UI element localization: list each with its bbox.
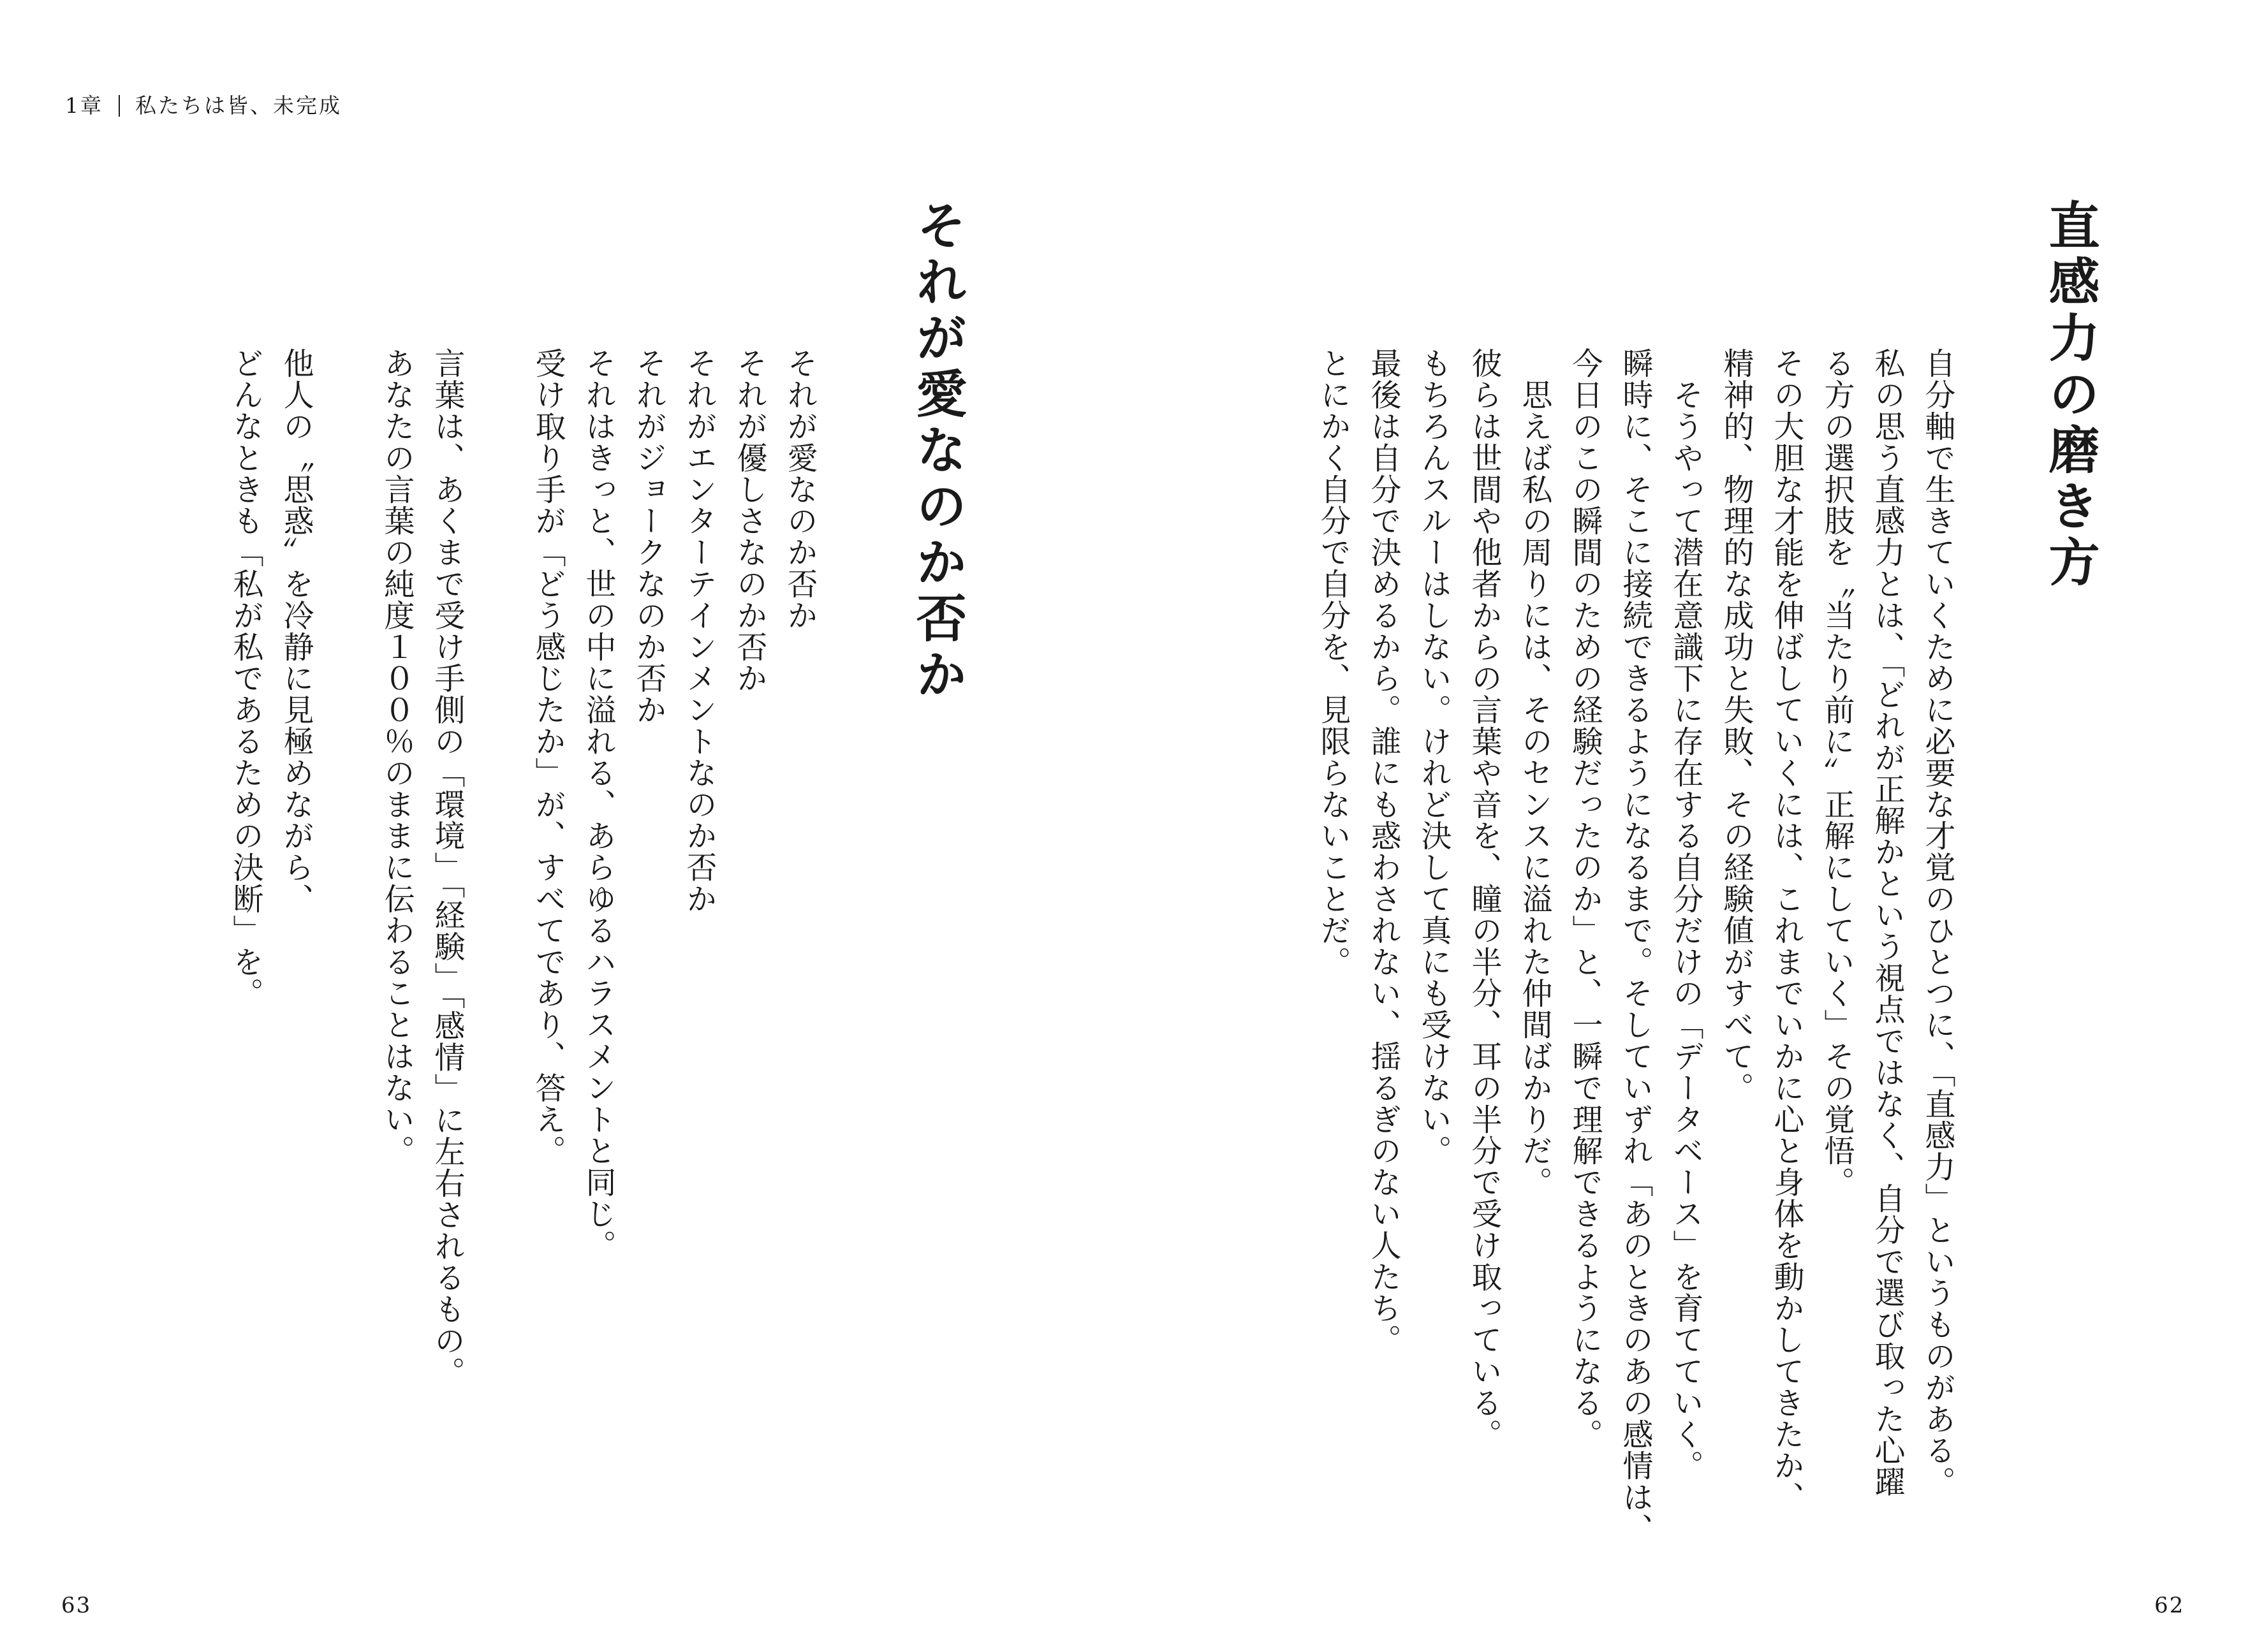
running-head [65, 89, 342, 119]
running-head-separator [119, 95, 120, 117]
section-heading-love: それが愛なのか否か [908, 199, 967, 704]
page-number-left: 63 [61, 1593, 92, 1618]
chapter-title: 私たちは皆、未完成 [135, 93, 342, 118]
section-body-love: それが愛なのか否か それが優しさなのか否か それがエンターテインメントなのか否か それがジョークなのか否か それはきっと、世の中に溢れる、あらゆるハラスメントと同じ。 受け取り手が「どう感じたか」が、すべてであり、答え。 言葉は、あくまで受け手側の「環境」「経験」「感情」に左右されるもの。 あなたの言葉の純度１００％のままに伝わることはない。 他人の〝思惑〟を冷静に見極めながら、 どんなときも「私が私であるための決断」を。 [228, 347, 818, 1388]
section-body-intuition: 自分軸で生きていくために必要な才覚のひとつに、「直感力」というものがある。 私の思う直感力とは、「どれが正解かという視点ではなく、自分で選び取った心躍 る方の選択肢を〝当たり前に〟正解にしていく」その覚悟。 その大胆な才能を伸ばしていくには、これまでいかに心と身体を動かしてきたか、 精神的、物理的な成功と失敗、その経験値がすべて。 そうやって潜在意識下に存在する自分だけの「データベース」を育てていく。 瞬時に、そこに接続できるようになるまで。そしていずれ「あのときのあの感情は、 今日のこの瞬間のための経験だったのか」と、一瞬で理解できるようになる。 思えば私の周りには、そのセンスに溢れた仲間ばかりだ。 彼らは世間や他者からの言葉や音を、瞳の半分、耳の半分で受け取っている。 もちろんスルーはしない。けれど決して真にも受けない。 最後は自分で決めるから。誰にも惑わされない、揺るぎのない人たち。 とにかく自分で自分を、見限らないことだ。 [1315, 347, 1955, 1545]
chapter-number: 1章 [65, 93, 103, 118]
page-number-right: 62 [2154, 1593, 2185, 1618]
section-heading-intuition: 直感力の磨き方 [2040, 199, 2100, 592]
